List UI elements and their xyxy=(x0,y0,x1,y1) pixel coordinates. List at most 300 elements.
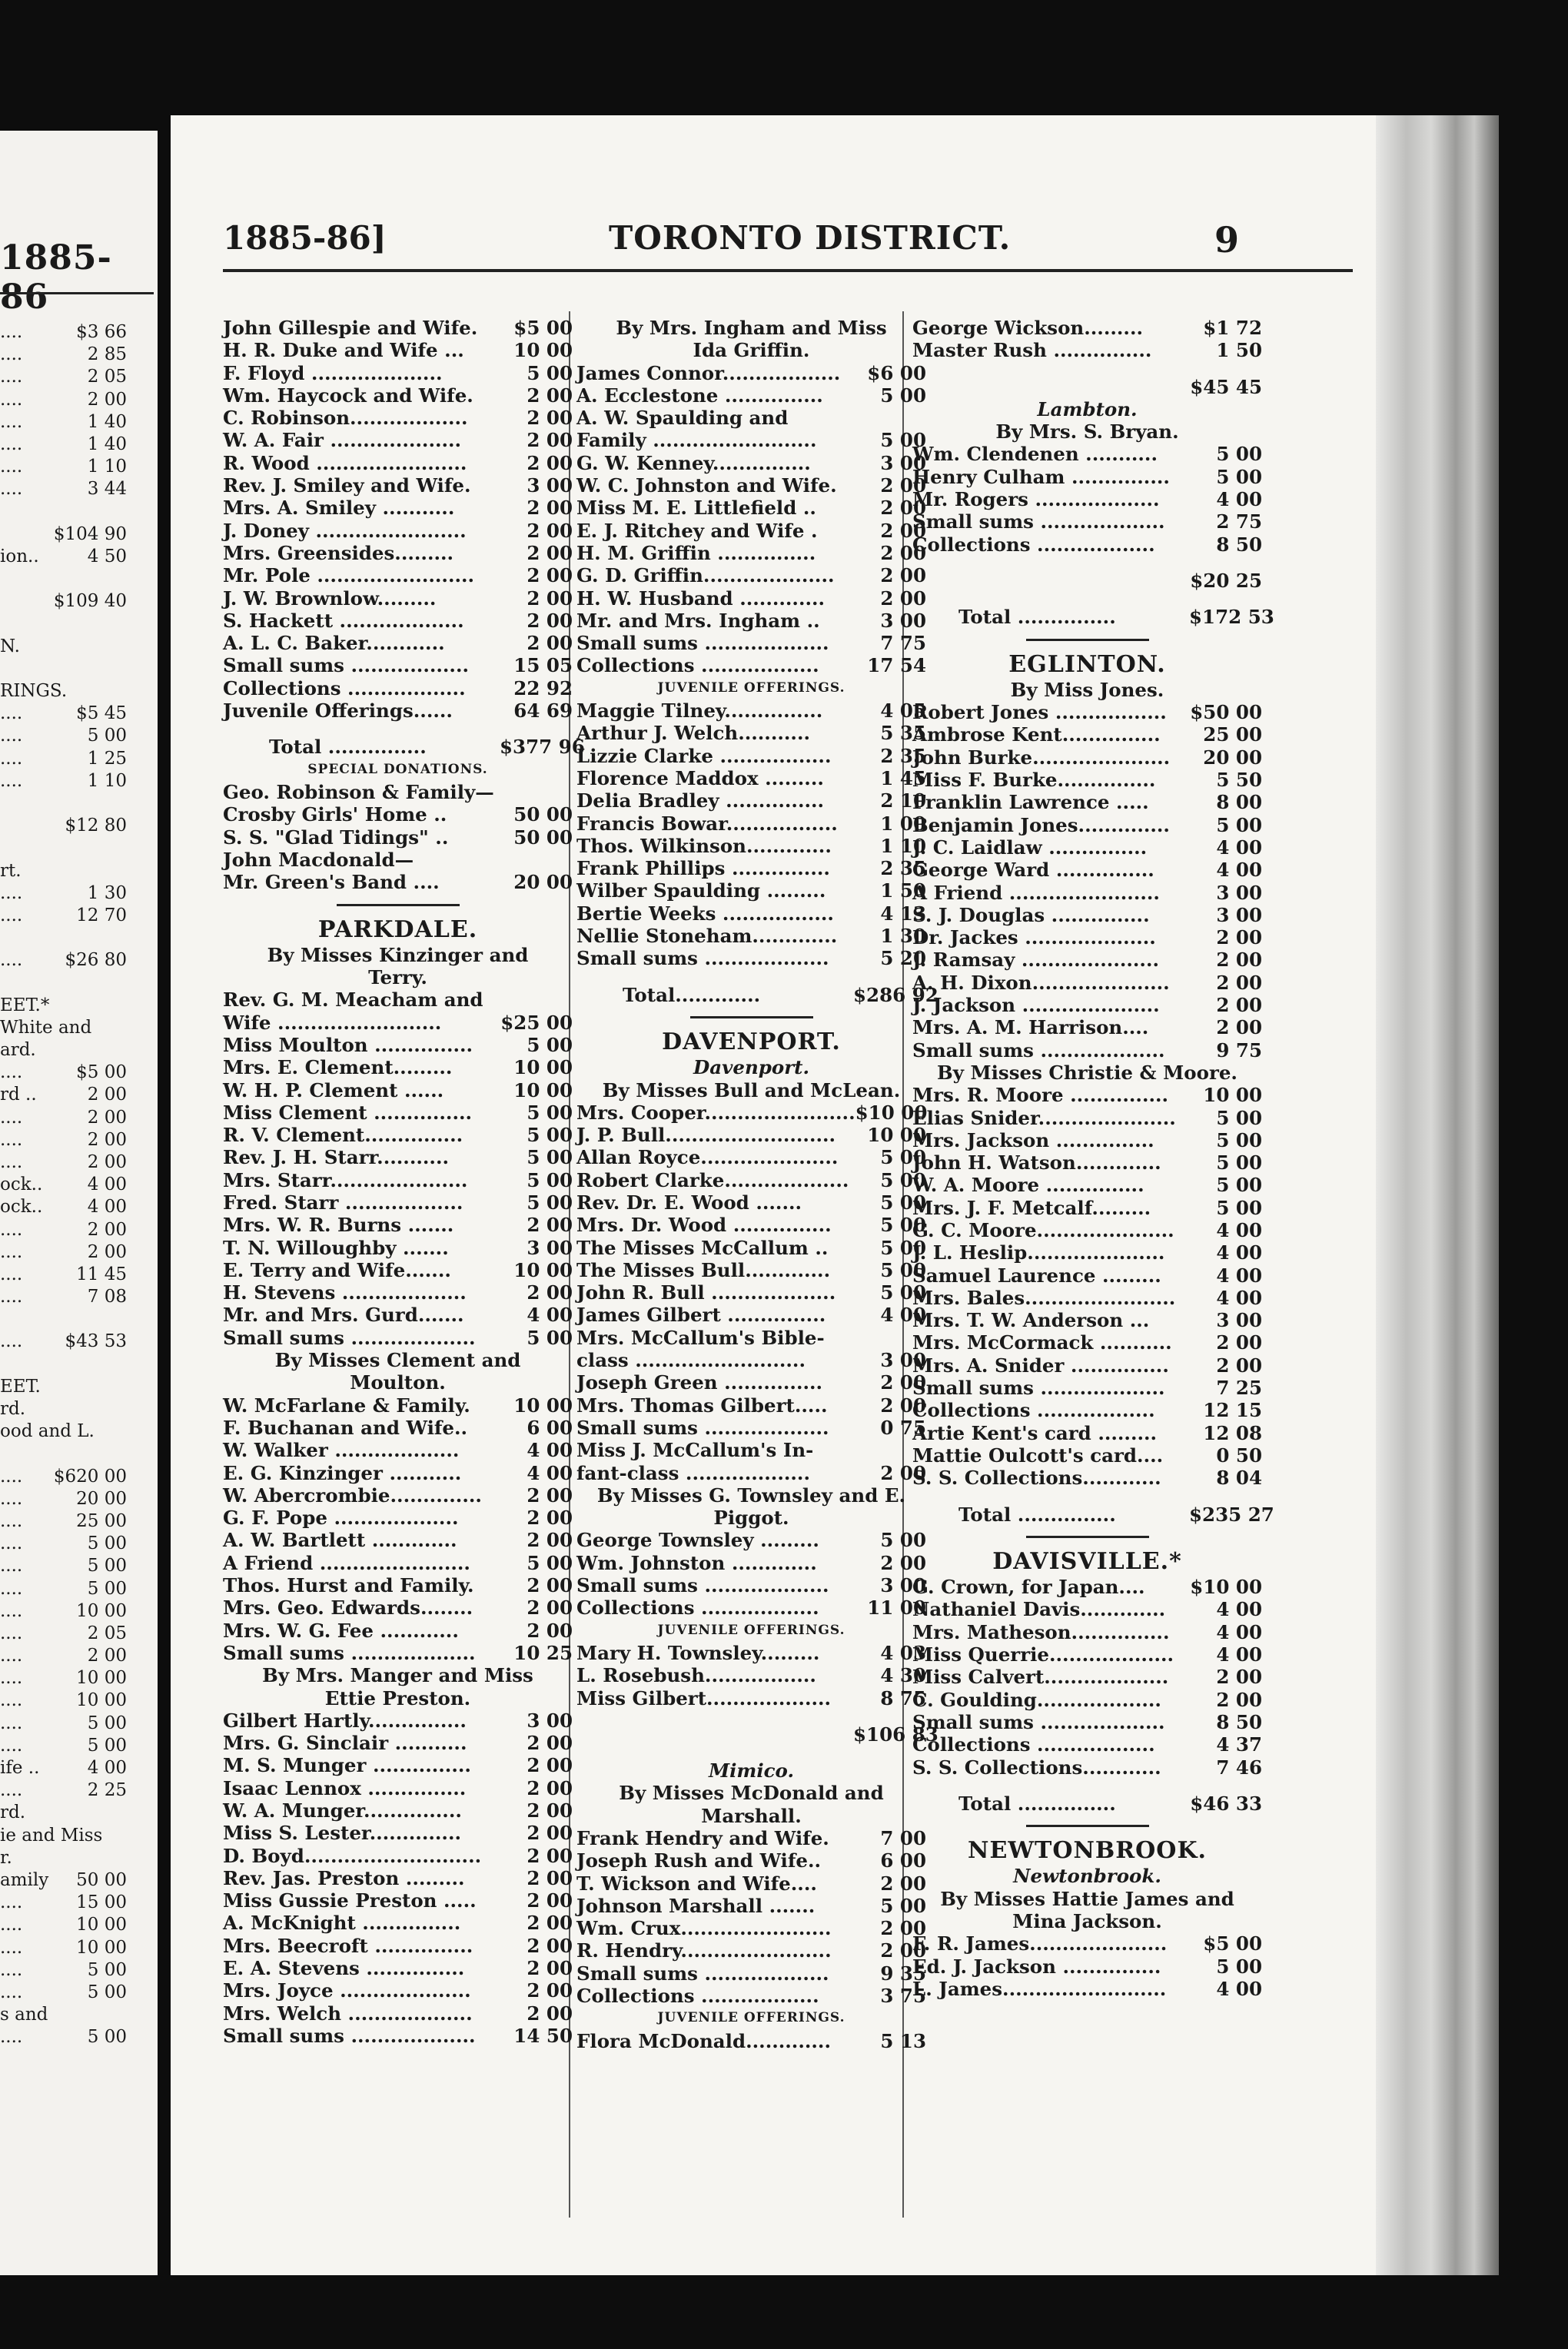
contribution-row xyxy=(576,1349,926,1371)
previous-page-line-text: .... xyxy=(0,1556,23,1577)
previous-page-line-amount: 20 00 xyxy=(76,1488,127,1509)
contribution-amount: 50 00 xyxy=(513,826,573,849)
previous-page-line xyxy=(0,882,127,905)
contributor-name: Mrs. A. Smiley ........... xyxy=(223,497,455,520)
contribution-amount: 5 00 xyxy=(880,384,926,407)
contribution-amount: 25 00 xyxy=(1203,723,1262,746)
contribution-row xyxy=(912,1621,1262,1643)
contribution-row xyxy=(912,1733,1262,1756)
previous-page-line-text: .... xyxy=(0,1129,23,1150)
contribution-row xyxy=(912,949,1262,971)
contributor-name: George Ward ............... xyxy=(912,859,1154,882)
contribution-row xyxy=(912,1598,1262,1620)
line-text: Newtonbrook. xyxy=(1013,1865,1161,1888)
contributor-name: C. Robinson.................. xyxy=(223,407,468,430)
contribution-row xyxy=(576,812,926,835)
contribution-amount: 2 00 xyxy=(527,1866,573,1889)
contributor-name: Maggie Tilney............... xyxy=(576,699,823,723)
contributor-name: John Gillespie and Wife. xyxy=(223,317,478,339)
contribution-amount: $1 72 xyxy=(1203,317,1262,339)
contribution-amount: 4 03 xyxy=(880,1641,926,1664)
contributor-name: Mrs. A. M. Harrison.... xyxy=(912,1016,1149,1039)
previous-page-line-text: N. xyxy=(0,636,20,656)
contribution-amount: 5 50 xyxy=(1216,769,1262,792)
previous-page-line-amount: 2 00 xyxy=(87,1129,127,1150)
contributor-name: Mrs. Dr. Wood ............... xyxy=(576,1214,832,1237)
previous-page-line-amount: 10 00 xyxy=(76,1600,127,1621)
contributor-name: F. Buchanan and Wife.. xyxy=(223,1416,468,1439)
contribution-row xyxy=(912,791,1262,813)
rule-line xyxy=(690,1016,813,1018)
contributor-name: C. Goulding................... xyxy=(912,1688,1161,1711)
contributor-name: Thos. Wilkinson............. xyxy=(576,834,832,857)
contribution-row xyxy=(223,1327,573,1349)
previous-page-line xyxy=(0,1555,127,1577)
contribution-row xyxy=(912,1309,1262,1331)
contribution-amount: 10 00 xyxy=(513,339,573,362)
contributor-name: Collections .................. xyxy=(912,533,1155,556)
collector-line xyxy=(576,317,926,339)
contribution-row xyxy=(912,1756,1262,1779)
contribution-amount: 7 00 xyxy=(880,1827,926,1849)
previous-page-line-text: .... xyxy=(0,479,23,500)
contribution-amount: 2 00 xyxy=(527,519,573,542)
contributor-name: Mrs. A. Snider ............... xyxy=(912,1354,1169,1377)
contribution-row xyxy=(576,745,926,767)
contribution-row xyxy=(576,947,926,969)
contribution-row xyxy=(223,1237,573,1259)
contribution-row xyxy=(576,1146,926,1168)
contributor-name: Miss Clement ............... xyxy=(223,1101,473,1124)
previous-page-line-text: ie and Miss xyxy=(0,1825,103,1846)
contribution-row xyxy=(576,1101,926,1124)
contributor-name: Master Rush ............... xyxy=(912,339,1152,362)
contribution-row xyxy=(576,1417,926,1439)
contributor-name: Isaac Lennox ............... xyxy=(223,1776,467,1799)
line-text: Moulton. xyxy=(350,1371,446,1394)
contribution-amount: 4 00 xyxy=(1216,1286,1262,1309)
contributor-name: F. Floyd .................... xyxy=(223,361,443,384)
previous-page-line-text: ion.. xyxy=(0,546,39,566)
contribution-amount: 9 75 xyxy=(1216,1038,1262,1062)
locality-label xyxy=(912,1865,1262,1887)
contribution-amount: 22 92 xyxy=(513,676,573,699)
previous-page-header: 1885-86 xyxy=(0,238,112,317)
contribution-amount: 20 00 xyxy=(1203,746,1262,769)
contribution-amount: 5 00 xyxy=(527,1033,573,1056)
contribution-row xyxy=(912,1331,1262,1354)
contribution-row xyxy=(576,1124,926,1146)
contribution-amount: 2 00 xyxy=(527,609,573,632)
contribution-amount: 5 00 xyxy=(527,1124,573,1147)
line-text: Davenport. xyxy=(693,1056,809,1079)
previous-page-line-amount: 7 08 xyxy=(87,1287,127,1307)
contribution-row xyxy=(223,1259,573,1281)
contribution-amount: 3 00 xyxy=(880,1574,926,1597)
contribution-row xyxy=(912,1377,1262,1399)
contributor-name: George Wickson......... xyxy=(912,317,1144,339)
total-row xyxy=(912,1792,1262,1815)
contribution-row xyxy=(576,564,926,586)
contribution-row xyxy=(576,767,926,789)
contribution-row xyxy=(576,1439,926,1461)
previous-page-line-text: .... xyxy=(0,748,23,769)
contribution-row xyxy=(576,1872,926,1895)
contribution-amount: 5 00 xyxy=(527,1168,573,1191)
previous-page-line-amount: $109 40 xyxy=(53,591,127,612)
previous-page-line-amount: $5 45 xyxy=(76,703,127,724)
contributor-name: Small sums ................... xyxy=(223,1641,476,1664)
contributor-name: Mrs. E. Clement......... xyxy=(223,1056,453,1079)
contribution-row xyxy=(576,452,926,474)
line-text: Lambton. xyxy=(1037,397,1138,420)
contributor-name: Small sums ................... xyxy=(912,1710,1165,1733)
contribution-amount: 2 00 xyxy=(880,1872,926,1895)
contributor-name: Nathaniel Davis............. xyxy=(912,1598,1166,1621)
line-text: Mina Jackson. xyxy=(1012,1910,1162,1932)
contributor-name: W. Walker ................... xyxy=(223,1439,460,1462)
contribution-row xyxy=(223,1507,573,1529)
previous-page-line xyxy=(0,972,127,994)
line-text: By Miss Jones. xyxy=(1010,678,1164,701)
contribution-amount: 2 00 xyxy=(1216,971,1262,994)
previous-page-line-text: r. xyxy=(0,1847,12,1868)
contributor-name: Small sums ................... xyxy=(912,1377,1165,1400)
previous-page-line xyxy=(0,1420,127,1443)
contribution-row xyxy=(223,1979,573,2002)
contributor-name: Collections .................. xyxy=(223,676,466,699)
contribution-row xyxy=(223,610,573,632)
contributor-name: F. R. James..................... xyxy=(912,1932,1168,1955)
contributor-name: George Townsley ......... xyxy=(576,1529,819,1552)
contributor-name: H. M. Griffin ............... xyxy=(576,541,816,564)
previous-page-line-text: .... xyxy=(0,1107,23,1128)
previous-page-line-amount: 2 00 xyxy=(87,1107,127,1128)
contribution-row xyxy=(223,1101,573,1124)
contribution-row xyxy=(576,542,926,564)
previous-page-line xyxy=(0,1937,127,1959)
previous-page-line-amount: 10 00 xyxy=(76,1937,127,1958)
contributor-name: Wm. Crux....................... xyxy=(576,1917,832,1940)
total-label xyxy=(912,376,1189,398)
contributor-name: G. C. Moore..................... xyxy=(912,1218,1174,1241)
section-rule xyxy=(223,893,573,915)
contribution-amount: 5 00 xyxy=(1216,1106,1262,1129)
contributor-name: Small sums ................... xyxy=(912,510,1165,533)
contribution-row xyxy=(223,826,573,849)
contribution-row xyxy=(576,1371,926,1394)
contribution-amount: 3 75 xyxy=(880,1985,926,2008)
contributor-name: G. D. Griffin.................... xyxy=(576,564,835,587)
previous-page-line-amount: 5 00 xyxy=(87,1735,127,1756)
previous-page-line-text: .... xyxy=(0,1646,23,1666)
contribution-amount: 2 00 xyxy=(527,1889,573,1912)
previous-page-line xyxy=(0,1241,127,1264)
contribution-row xyxy=(223,317,573,339)
contribution-amount: $5 00 xyxy=(1203,1932,1262,1955)
contribution-amount: 2 75 xyxy=(1216,510,1262,533)
previous-page-line xyxy=(0,434,127,456)
contributor-name: Mrs. R. Moore ............... xyxy=(912,1084,1169,1107)
previous-page-line xyxy=(0,1645,127,1667)
contribution-row xyxy=(223,564,573,586)
previous-page-line xyxy=(0,478,127,500)
contributor-name: A Friend ....................... xyxy=(223,1551,470,1574)
previous-page-line-text: .... xyxy=(0,434,23,454)
spacer xyxy=(576,1709,926,1723)
contribution-amount: 4 00 xyxy=(1216,836,1262,859)
line-text: Marshall. xyxy=(701,1804,802,1827)
contribution-amount: 8 75 xyxy=(880,1686,926,1709)
previous-page-line xyxy=(0,1039,127,1062)
contributor-name: Fred. Starr .................. xyxy=(223,1191,463,1214)
previous-page-line xyxy=(0,905,127,927)
contribution-row xyxy=(912,510,1262,533)
contribution-amount: 2 00 xyxy=(527,1754,573,1777)
contribution-amount: 15 05 xyxy=(513,654,573,677)
contribution-amount: $50 00 xyxy=(1190,701,1262,724)
previous-page-line-text: ard. xyxy=(0,1040,36,1060)
previous-page-line-text: .... xyxy=(0,1151,23,1172)
previous-page-line xyxy=(0,366,127,388)
previous-page-line-amount: 4 50 xyxy=(87,546,127,566)
contribution-row xyxy=(576,2030,926,2052)
contribution-row xyxy=(912,972,1262,994)
contribution-amount xyxy=(500,781,573,803)
contribution-row xyxy=(912,466,1262,488)
contributor-name: Mrs. W. R. Burns ....... xyxy=(223,1214,454,1237)
previous-page-line-text: .... xyxy=(0,703,23,724)
previous-page-line xyxy=(0,568,127,590)
contribution-amount: 2 00 xyxy=(527,1822,573,1845)
previous-page-line xyxy=(0,2026,127,2048)
contributor-name: Rev. Dr. E. Wood ....... xyxy=(576,1191,802,1214)
total-amount: $45 45 xyxy=(1190,375,1262,398)
contribution-amount: 1 50 xyxy=(880,879,926,902)
line-text: NEWTONBROOK. xyxy=(968,1837,1207,1865)
collector-line xyxy=(576,1484,926,1507)
previous-page-line-text: ife .. xyxy=(0,1758,40,1778)
previous-page-line-text: .... xyxy=(0,726,23,746)
contributor-name: S. J. Douglas ............... xyxy=(912,903,1150,926)
contribution-row xyxy=(576,1939,926,1962)
contribution-row xyxy=(912,443,1262,465)
previous-page-line-text: rd. xyxy=(0,1802,26,1823)
previous-page-line xyxy=(0,1667,127,1689)
line-text: By Mrs. Ingham and Miss xyxy=(616,317,887,339)
previous-page-line-amount: 15 00 xyxy=(76,1892,127,1913)
contribution-amount: 5 00 xyxy=(1216,1196,1262,1219)
contribution-amount: 2 00 xyxy=(527,384,573,407)
contributor-name: Elias Snider..................... xyxy=(912,1106,1176,1129)
contribution-amount: 5 00 xyxy=(880,429,926,452)
column-2 xyxy=(576,317,938,2052)
line-text: Terry. xyxy=(368,966,427,989)
previous-page-line-amount: 5 00 xyxy=(87,2027,127,2048)
previous-page-line-amount: 1 10 xyxy=(87,457,127,477)
previous-page-line-text: .... xyxy=(0,1937,23,1958)
contribution-amount: 2 00 xyxy=(880,1917,926,1940)
contributor-name: H. Stevens ................... xyxy=(223,1281,467,1304)
contributor-name: Mrs. T. W. Anderson ... xyxy=(912,1309,1150,1332)
contribution-row xyxy=(912,339,1262,361)
contribution-amount: 2 00 xyxy=(527,1957,573,1980)
contributor-name: G. W. Kenney............... xyxy=(576,451,811,474)
contribution-row xyxy=(576,654,926,676)
contribution-row xyxy=(223,1709,573,1732)
contributor-name: Artie Kent's card ......... xyxy=(912,1421,1158,1444)
section-rule xyxy=(912,1526,1262,1548)
contribution-amount: 2 00 xyxy=(527,1281,573,1304)
previous-page-line-text: .... xyxy=(0,1331,23,1352)
contributor-name: Miss Querrie................... xyxy=(912,1643,1174,1666)
spacer xyxy=(912,1490,1262,1503)
contribution-amount: 1 10 xyxy=(880,834,926,857)
contributor-name: Miss Calvert................... xyxy=(912,1666,1169,1689)
previous-page-line-text: .... xyxy=(0,1780,23,1801)
previous-page-line-amount: 1 10 xyxy=(87,770,127,791)
contributor-name: Small sums ................... xyxy=(912,1038,1165,1062)
contribution-amount: 12 08 xyxy=(1203,1421,1262,1444)
contribution-row xyxy=(912,1932,1262,1955)
previous-page-line-amount: $26 80 xyxy=(65,950,127,971)
contributor-name: Ambrose Kent............... xyxy=(912,723,1161,746)
contributor-name: Mr. Green's Band .... xyxy=(223,871,440,894)
contribution-amount: 2 00 xyxy=(1216,1354,1262,1377)
previous-page-line-text: .... xyxy=(0,1264,23,1284)
contribution-amount: 10 00 xyxy=(1203,1084,1262,1107)
contribution-row xyxy=(576,925,926,947)
contribution-row xyxy=(223,1620,573,1642)
previous-page-line-text: ock.. xyxy=(0,1174,43,1195)
contribution-row xyxy=(576,1895,926,1917)
line-text: Mimico. xyxy=(708,1759,794,1783)
contribution-row xyxy=(912,1444,1262,1467)
contributor-name: W. McFarlane & Family. xyxy=(223,1394,470,1417)
contribution-row xyxy=(576,857,926,879)
running-head-year: 1885-86] xyxy=(223,219,387,257)
total-label: Total ............... xyxy=(958,1503,1116,1526)
line-text: SPECIAL DONATIONS. xyxy=(307,761,488,777)
previous-page-line-text: .... xyxy=(0,2027,23,2048)
contribution-amount: 5 00 xyxy=(527,1551,573,1574)
contribution-row xyxy=(223,1281,573,1304)
previous-page-line xyxy=(0,1084,127,1106)
previous-page-line-text: ock.. xyxy=(0,1197,43,1218)
contribution-row xyxy=(223,1822,573,1844)
previous-page-line-amount: 5 00 xyxy=(87,726,127,746)
contributor-name: Collections .................. xyxy=(912,1399,1155,1422)
contribution-amount: 5 00 xyxy=(880,1236,926,1259)
contributor-name: Small sums ................... xyxy=(576,1416,829,1439)
contributor-name: Small sums ................... xyxy=(576,632,829,655)
contribution-row xyxy=(223,1889,573,1912)
previous-page-line xyxy=(0,1466,127,1488)
total-label: Total............. xyxy=(623,983,761,1006)
previous-page-line xyxy=(0,1196,127,1218)
previous-page-line-amount: $12 80 xyxy=(65,816,127,836)
contribution-amount: 8 50 xyxy=(1216,1710,1262,1733)
contribution-row xyxy=(912,533,1262,556)
previous-page-line-amount: 5 00 xyxy=(87,1556,127,1577)
contribution-row xyxy=(223,2025,573,2047)
contribution-amount: 4 00 xyxy=(527,1304,573,1327)
previous-page-line xyxy=(0,1735,127,1757)
contribution-amount: 2 00 xyxy=(880,474,926,497)
contribution-row xyxy=(576,1394,926,1417)
contribution-row xyxy=(576,1281,926,1304)
subsection-label xyxy=(576,2007,926,2029)
contribution-amount: $6 00 xyxy=(867,361,926,384)
contributor-name: Bertie Weeks ................. xyxy=(576,902,834,925)
contribution-row xyxy=(912,1219,1262,1241)
previous-page-line-amount: 1 30 xyxy=(87,882,127,903)
previous-page-line xyxy=(0,1757,127,1779)
contribution-row xyxy=(223,587,573,610)
contribution-amount: 4 00 xyxy=(1216,859,1262,882)
contributor-name: E. G. Kinzinger ........... xyxy=(223,1461,462,1484)
contributor-name: Gilbert Hartly............... xyxy=(223,1709,467,1732)
contribution-row xyxy=(223,1957,573,1979)
contribution-row xyxy=(576,520,926,542)
contribution-amount: 10 25 xyxy=(513,1641,573,1664)
previous-page-line-amount: 4 00 xyxy=(87,1197,127,1218)
contribution-amount xyxy=(500,988,573,1011)
contribution-amount: 5 00 xyxy=(1216,1174,1262,1197)
contributor-name: Mattie Oulcott's card.... xyxy=(912,1444,1164,1467)
line-text: By Misses Hattie James and xyxy=(940,1887,1234,1910)
contribution-amount: 5 00 xyxy=(880,1258,926,1281)
contribution-row xyxy=(912,1197,1262,1219)
previous-page-line xyxy=(0,1286,127,1308)
contributor-name: W. C. Johnston and Wife. xyxy=(576,474,837,497)
previous-page-line-text: .... xyxy=(0,1241,23,1262)
previous-page-line-text: EET.* xyxy=(0,995,50,1015)
contributor-name: J. P. Bull.......................... xyxy=(576,1124,836,1147)
line-text: By Misses Christie & Moore. xyxy=(937,1061,1237,1084)
contribution-row xyxy=(576,1259,926,1281)
contribution-row xyxy=(223,1574,573,1596)
previous-page-line-amount: 25 00 xyxy=(76,1510,127,1531)
total-label: Total ............... xyxy=(269,736,427,759)
contribution-row xyxy=(223,474,573,497)
contribution-amount: 50 00 xyxy=(513,803,573,826)
section-heading xyxy=(912,1548,1262,1576)
contribution-amount: 3 00 xyxy=(527,1236,573,1259)
contributor-name: Juvenile Offerings...... xyxy=(223,699,453,723)
contribution-row xyxy=(576,1191,926,1214)
previous-page-line xyxy=(0,949,127,972)
contribution-row xyxy=(576,1169,926,1191)
contributor-name: John R. Bull ................... xyxy=(576,1281,836,1304)
contribution-amount: 2 00 xyxy=(527,1979,573,2002)
previous-page-line-text: .... xyxy=(0,1623,23,1643)
contribution-row xyxy=(576,699,926,722)
total-label: Total ............... xyxy=(958,1792,1116,1815)
contribution-row xyxy=(576,1664,926,1686)
previous-page-line-text: .... xyxy=(0,1510,23,1531)
contribution-amount: 2 00 xyxy=(527,429,573,452)
contribution-amount: 17 54 xyxy=(867,654,926,677)
collector-line xyxy=(576,1079,926,1101)
previous-page-line xyxy=(0,1376,127,1398)
previous-page-line-amount: 2 25 xyxy=(87,1780,127,1801)
contribution-row xyxy=(223,497,573,519)
line-text: JUVENILE OFFERINGS. xyxy=(657,2010,845,2026)
contribution-amount: 2 00 xyxy=(527,586,573,610)
previous-page-line xyxy=(0,1959,127,1982)
running-head xyxy=(171,219,1376,265)
